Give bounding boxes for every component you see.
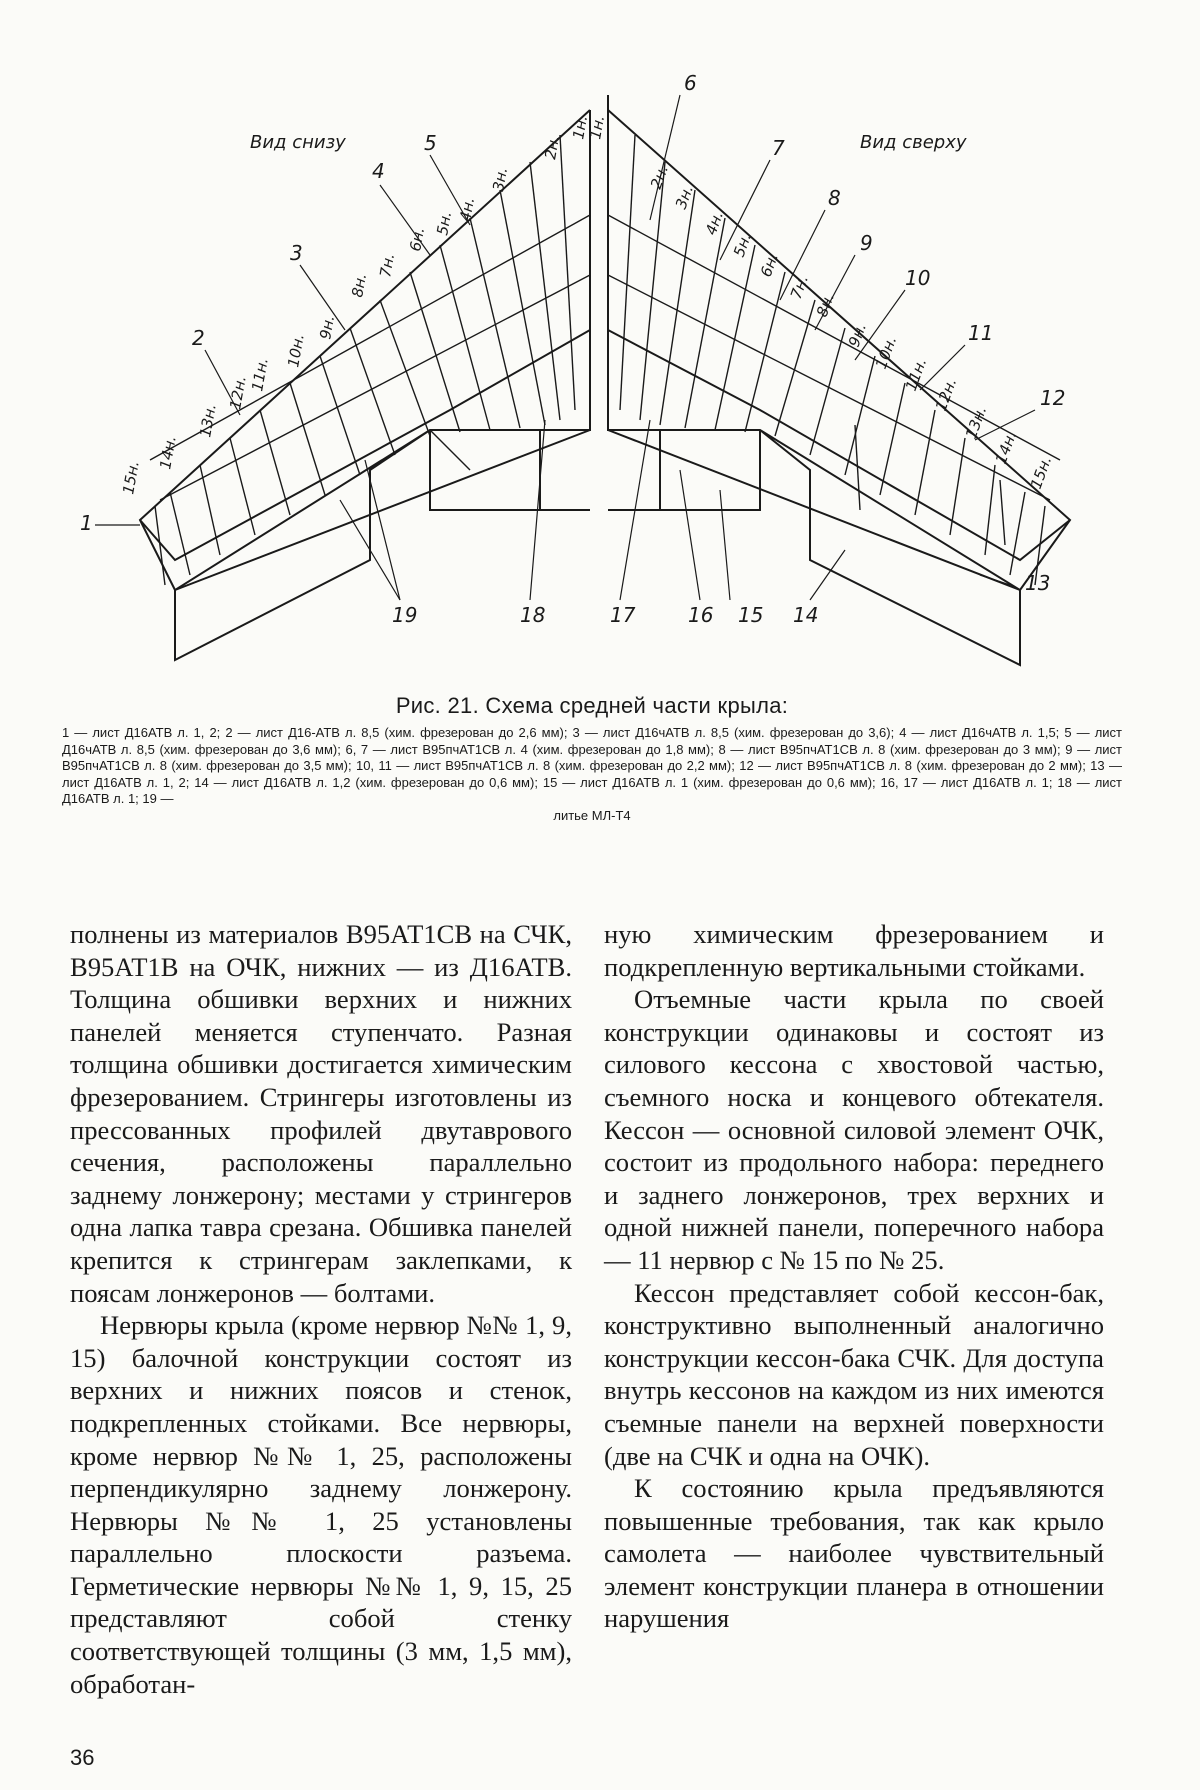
rib-label: 10н.: [284, 332, 308, 369]
right-paragraph-3: Кессон представляет собой кессон-бак, конструктивно выполненный аналогично конструкции кессон-бака СЧК. Для доступа внутрь кессонов на каждом из них имеются съемные панели на верхней поверхности (две на СЧК и одна на ОЧК).: [604, 1277, 1104, 1471]
callout-18: 18: [520, 603, 546, 627]
rib-label: 10н.: [871, 333, 901, 372]
rib-label: 6н.: [406, 225, 429, 253]
right-paragraph-1: ную химическим фрезерованием и подкрепленную вертикальными стойками.: [604, 919, 1104, 982]
callout-19: 19: [392, 603, 418, 627]
left-wing-outline: [140, 110, 590, 660]
caption-title: Рис. 21. Схема средней части крыла:: [395, 693, 789, 718]
rib-label: 5н.: [433, 209, 456, 237]
callout-4: 4: [372, 159, 385, 183]
callout-13: 13: [1025, 571, 1051, 595]
view-top-label: Вид сверху: [860, 132, 967, 153]
rib-label: 9н.: [316, 313, 339, 341]
rib-label: 12н.: [226, 374, 250, 411]
callout-5: 5: [424, 131, 437, 155]
callout-15: 15: [738, 603, 764, 627]
wing-diagram-svg: [0, 0, 1200, 690]
callout-1: 1: [80, 511, 93, 535]
callout-8: 8: [828, 186, 841, 210]
rib-label: 14н.: [991, 428, 1021, 467]
caption-legend: [62, 725, 1122, 824]
wing-diagram: [0, 0, 1200, 690]
left-column: [70, 918, 572, 1700]
rib-label: 4н.: [456, 195, 479, 223]
rib-label: 15н.: [119, 459, 143, 496]
rib-label: 1н.: [569, 113, 592, 141]
callout-6: 6: [684, 71, 697, 95]
rib-label: 8н.: [348, 271, 371, 299]
rib-label: 2н.: [541, 133, 564, 161]
rib-label: 11н.: [901, 355, 931, 394]
rib-label: 13н.: [961, 403, 991, 442]
rib-label: 11н.: [248, 356, 272, 393]
rib-label: 9н.: [844, 320, 871, 350]
callout-10: 10: [905, 266, 931, 290]
page-number: 36: [70, 1745, 95, 1770]
caption-legend-text: 1 — лист Д16АТВ л. 1, 2; 2 — лист Д16-АТВ л. 8,5 (хим. фрезерован до 2,6 мм); 3 — лист Д16чАТВ л. 8,5 (хим. фрезерован до 3,6); 4 — лист Д16чАТВ л. 1,5; 5 — лист Д16чАТВ л. 8,5 (хим. фрезерован до 3,6 мм); 6, 7 — лист В95пчАТ1СВ л. 4 (хим. фрезерован до 1,8 мм); 8 — лист В95пчАТ1СВ л. 8 (хим. фрезерован до 3 мм); 9 — лист В95пчАТ1СВ л. 8 (хим. фрезерован до 3,5 мм); 10, 11 — лист В95пчАТ1СВ л. 8 (хим. фрезерован до 2,2 мм); 12 — лист В95пчАТ1СВ л. 8 (хим. фрезерован до 2 мм); 13 — лист Д16АТВ л. 1, 2; 14 — лист Д16АТВ л. 1,2 (хим. фрезерован до 0,6 мм); 15 — лист Д16АТВ л. 1 (хим. фрезерован до 0,6 мм); 16, 17 — лист Д16АТВ л. 1; 18 — лист Д16АТВ л. 1; 19 —: [62, 725, 1122, 806]
left-paragraph-1: полнены из материалов В95АТ1СВ на СЧК, В95АТ1В на ОЧК, нижних — из Д16АТВ. Толщина обшивки верхних и нижних панелей меняется ступенчато. Разная толщина обшивки достигается химическим фрезерованием. Стрингеры изготовлены из прессованных профилей двутаврового сечения, расположены параллельно заднему лонжерону; местами у стрингеров одна лапка тавра срезана. Обшивка панелей крепится к стрингерам заклепками, к поясам лонжеронов — болтами.: [70, 919, 572, 1308]
callout-11: 11: [968, 321, 994, 345]
rib-label: 13н.: [196, 402, 220, 439]
callout-2: 2: [192, 326, 205, 350]
rib-label: 6н.: [756, 250, 783, 280]
rib-label: 15н.: [1026, 453, 1056, 492]
left-paragraph-2: Нервюры крыла (кроме нервюр №№ 1, 9, 15) балочной конструкции состоят из верхних и нижних поясов и стенок, подкрепленных стойками. Все нервюры, кроме нервюр №№ 1, 25, расположены перпендикулярно заднему лонжерону. Нервюры №№ 1, 25 установлены параллельно плоскости разъема. Герметические нервюры №№ 1, 9, 15, 25 представляют собой стенку соответствующей толщины (3 мм, 1,5 мм), обработан-: [70, 1310, 572, 1699]
callout-7: 7: [772, 136, 785, 160]
rib-label: 3н.: [671, 182, 698, 212]
callout-9: 9: [860, 231, 873, 255]
callout-17: 17: [610, 603, 636, 627]
callout-3: 3: [290, 241, 303, 265]
rib-label: 7н.: [376, 251, 399, 279]
view-bottom-label: Вид снизу: [250, 132, 346, 153]
rib-label: 2н.: [646, 162, 673, 192]
rib-label: 5н.: [729, 230, 756, 260]
figure-caption: [62, 693, 1122, 824]
right-wing-outline: [608, 95, 1070, 665]
rib-label: 12н.: [931, 375, 961, 414]
right-column: [604, 918, 1104, 1635]
rib-label: 8н.: [812, 290, 839, 320]
rib-label: 3н.: [489, 165, 512, 193]
callout-14: 14: [793, 603, 819, 627]
rib-label: 1н.: [586, 113, 609, 141]
rib-label: 7н.: [786, 272, 813, 302]
rib-label: 14н.: [156, 434, 180, 471]
callout-16: 16: [688, 603, 714, 627]
right-paragraph-4: К состоянию крыла предъявляются повышенные требования, так как крыло самолета — наиболее чувствительный элемент конструкции планера в отношении нарушения: [604, 1473, 1104, 1634]
callout-12: 12: [1040, 386, 1066, 410]
right-paragraph-2: Отъемные части крыла по своей конструкции одинаковы и состоят из силового кессона с хвостовой частью, съемного носка и концевого обтекателя. Кессон — основной силовой элемент ОЧК, состоит из продольного набора: переднего и заднего лонжеронов, трех верхних и одной нижней панели, поперечного набора — 11 нервюр с № 15 по № 25.: [604, 984, 1104, 1275]
rib-label: 4н.: [701, 208, 728, 238]
caption-legend-end: литье МЛ-Т4: [553, 807, 631, 823]
